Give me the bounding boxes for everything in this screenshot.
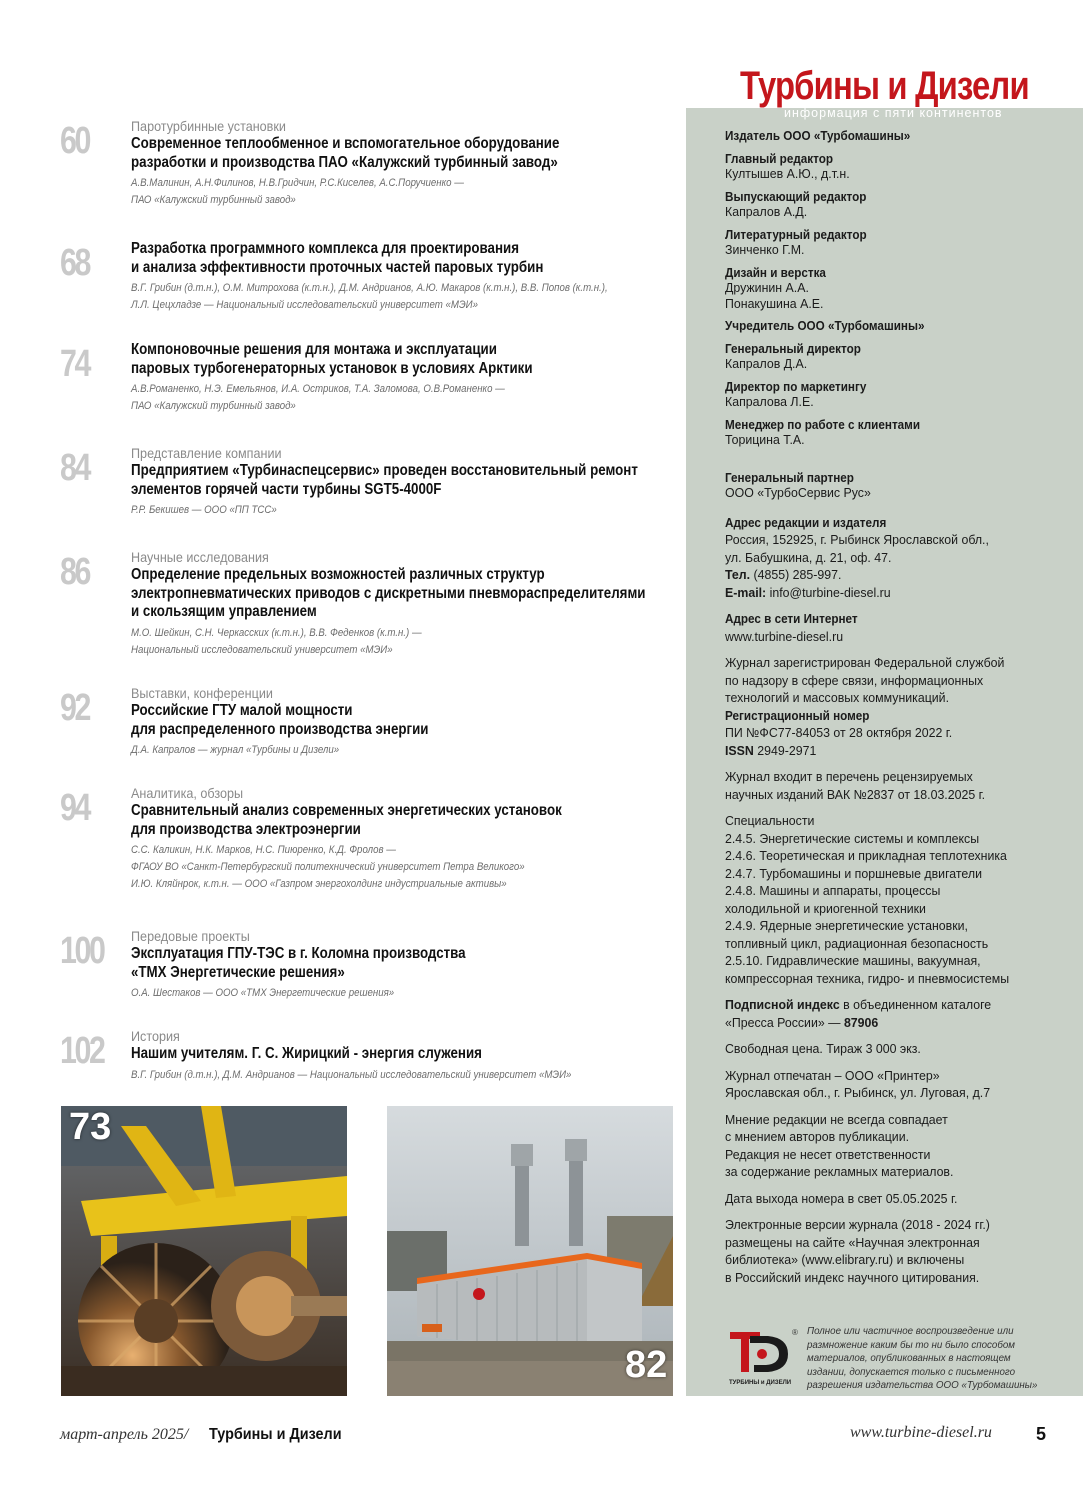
toc-title[interactable] [131,135,690,172]
toc-title-line: для производства электроэнергии [131,820,361,838]
toc-title[interactable] [131,341,690,378]
address-label: Адрес редакции и издателя [725,514,887,530]
phone-number: (4855) 285-997. [753,567,842,582]
subscription-text: «Пресса России» — [725,1014,841,1030]
gpu-tes-photo [387,1106,673,1396]
website-label: Адрес в сети Интернет [725,611,858,626]
toc-page-number: 74 [60,343,90,385]
toc-title-line: Сравнительный анализ современных энергетических установок [131,802,562,819]
toc-author-line: А.В.Романенко, Н.Э. Емельянов, И.А. Остриков, Т.А. Заломова, О.В.Романенко — [131,383,505,395]
toc-author-line: В.Г. Грибин (д.т.н.), О.М. Митрохова (к.т.н.), Д.М. Андрианов, А.Ю. Макаров (к.т.н.), В.В. Попов (к.т.н.), [131,282,608,294]
toc-title[interactable] [131,945,690,982]
specialty-item: холодильной и криогенной техники [725,900,926,916]
editorial-note: за содержание рекламных материалов. [725,1164,954,1179]
toc-page-number: 86 [60,551,90,593]
toc-title-line: Эксплуатация ГПУ-ТЭС в г. Коломна производства [131,945,466,962]
vak-text: научных изданий ВАК №2837 от 18.03.2025 г. [725,786,986,802]
disclaimer-line: разрешения издательства ООО «Турбомашины» [807,1379,1038,1391]
toc-entry-body [131,1028,691,1084]
toc-title-line: Современное теплообменное и вспомогательное оборудование [131,135,560,152]
toc-authors [131,280,694,314]
issuing-editor-label: Выпускающий редактор [725,188,867,204]
toc-entry-body [131,928,691,1002]
photo-page-label: 73 [69,1106,112,1148]
toc-authors [131,985,694,1002]
toc-author-line: ФГАОУ ВО «Санкт-Петербургский политехнический университет Петра Великого» [131,861,525,873]
toc-section: Представление компании [131,445,282,461]
elibrary-note: размещены на сайте «Научная электронная [725,1234,980,1250]
td-logo-icon [728,1326,800,1388]
toc-author-line: В.Г. Грибин (д.т.н.), Д.М. Андрианов — Национальный исследовательский университет «МЭИ» [131,1068,572,1081]
imprint [725,128,1065,1293]
toc-entry-body [131,685,691,759]
disclaimer-line: размножение каким бы то ни было способом [807,1338,1015,1351]
specialty-item: 2.4.7. Турбомашины и поршневые двигатели [725,865,982,881]
toc-section: Аналитика, обзоры [131,785,244,801]
toc-section: Научные исследования [131,549,269,565]
printer: Журнал отпечатан – ООО «Принтер» [725,1067,940,1083]
price-circulation: Свободная цена. Тираж 3 000 экз. [725,1041,921,1056]
toc-title-line: для распределенного производства энергии [131,720,429,738]
toc-title-line: Определение предельных возможностей различных структур [131,566,545,583]
printer-address: Ярославская обл., г. Рыбинск, ул. Луговая, д.7 [725,1085,991,1100]
address-line: ул. Бабушкина, д. 21, оф. 47. [725,549,892,565]
toc-page-number: 100 [60,930,104,972]
partner: ООО «ТурбоСервис Рус» [725,485,871,500]
toc-author-line: О.А. Шестаков — ООО «ТМХ Энергетические решения» [131,987,395,999]
toc-author-line: Л.Л. Цецхладзе — Национальный исследовательский университет «МЭИ» [131,299,478,311]
toc-title-line: Компоновочные решения для монтажа и эксплуатации [131,341,497,358]
toc-authors [131,175,694,209]
toc-author-line: Д.А. Капралов — журнал «Турбины и Дизели» [131,744,340,756]
toc-title-line: «ТМХ Энергетические решения» [131,963,345,981]
design-label: Дизайн и верстка [725,264,826,280]
toc-title-line: Разработка программного комплекса для проектирования [131,240,519,257]
toc-section: Паротурбинные установки [131,118,286,134]
toc-author-line: ПАО «Калужский турбинный завод» [131,194,296,206]
client-manager-label: Менеджер по работе с клиентами [725,416,921,432]
toc-entry-body [131,240,691,314]
elibrary-note: библиотека» (www.elibrary.ru) и включены [725,1252,965,1267]
toc-page-number: 60 [60,120,90,162]
magazine-logo: Турбины и Дизели [740,64,1029,108]
chief-editor: Култышев А.Ю., д.т.н. [725,166,850,181]
registration-number-label: Регистрационный номер [725,707,870,723]
website[interactable]: www.turbine-diesel.ru [725,628,844,644]
toc-title[interactable] [131,462,690,499]
toc-title-line: Предприятием «Турбинаспецсервис» проведен восстановительный ремонт [131,462,638,479]
toc-entry-body [131,549,691,659]
email-label: E-mail: [725,584,767,600]
specialty-item: компрессорная техника, гидро- и пневмосистемы [725,970,1010,986]
toc-title-line: электропневматических приводов с дискретными пневмораспределителями [131,584,646,602]
toc-page-number: 94 [60,787,90,829]
toc-author-line: А.В.Малинин, А.Н.Филинов, Н.В.Гридчин, Р.С.Киселев, А.С.Поручиенко — [131,177,464,189]
gen-director-label: Генеральный директор [725,340,861,356]
elibrary-note: в Российский индекс научного цитирования. [725,1269,980,1285]
copyright-disclaimer [807,1325,1057,1393]
toc-title[interactable] [131,702,690,739]
specialty-item: 2.4.9. Ядерные энергетические установки, [725,918,968,933]
specialty-item: 2.4.5. Энергетические системы и комплексы [725,830,980,846]
issuing-editor: Капралов А.Д. [725,204,808,219]
footer-url[interactable]: www.turbine-diesel.ru [850,1424,992,1441]
specialty-item: 2.4.8. Машины и аппараты, процессы [725,883,941,898]
toc-page-number: 68 [60,242,90,284]
toc-entry-body [131,785,691,893]
toc-title-line: паровых турбогенераторных установок в условиях Арктики [131,359,533,377]
editorial-note: Редакция не несет ответственности [725,1146,931,1162]
marketing-director: Капралова Л.Е. [725,394,814,409]
phone [725,566,1048,584]
toc-authors [131,842,694,893]
toc-author-line: Национальный исследовательский университет «МЭИ» [131,643,393,656]
gen-director: Капралов Д.А. [725,356,808,371]
toc-authors [131,1067,694,1084]
turbine-rotor-photo [61,1106,347,1396]
registration-text: по надзору в сфере связи, информационных [725,672,984,688]
toc-title[interactable] [131,240,690,277]
publisher: Издатель ООО «Турбомашины» [725,128,911,143]
founder: Учредитель ООО «Турбомашины» [725,318,925,333]
issue-date: март-апрель 2025/ [60,1426,189,1443]
toc-title-line: разработки и производства ПАО «Калужский турбинный завод» [131,153,558,171]
issn [725,742,1048,760]
registration-number: ПИ №ФС77-84053 от 28 октября 2022 г. [725,725,953,740]
editorial-note: Мнение редакции не всегда совпадает [725,1111,948,1127]
registration-text: Журнал зарегистрирован Федеральной службой [725,655,1005,670]
email-address[interactable]: info@turbine-diesel.ru [769,584,891,600]
subscription-text: в объединенном каталоге [843,997,992,1012]
toc-authors [131,742,694,759]
disclaimer-line: издании, допускается только с письменного [807,1365,1016,1378]
elibrary-note: Электронные версии журнала (2018 - 2024 гг.) [725,1217,990,1232]
email [725,584,1048,602]
toc-section: Выставки, конференции [131,685,273,701]
footer-brand: Турбины и Дизели [209,1426,342,1443]
designer: Понакушина А.Е. [725,295,824,311]
toc-title-line: Нашим учителям. Г. С. Жирицкий - энергия служения [131,1045,482,1062]
chief-editor-label: Главный редактор [725,150,833,166]
toc-entry-body [131,341,691,415]
release-date: Дата выхода номера в свет 05.05.2025 г. [725,1190,958,1206]
toc-authors [131,625,694,659]
toc-author-line: М.О. Шейкин, С.Н. Черкасских (к.т.н.), В.В. Феденков (к.т.н.) — [131,626,422,639]
toc-entry-body [131,445,691,519]
toc-page-number: 102 [60,1030,104,1072]
toc-page-number: 92 [60,687,90,729]
toc-title[interactable] [131,566,690,622]
magazine-tagline: информация с пяти континентов [784,106,1003,120]
toc-entry-body [131,118,691,209]
client-manager: Торицина Т.А. [725,432,805,447]
disclaimer-line: Полное или частичное воспроизведение или [807,1325,1014,1337]
logo-caption: ТУРБИНЫ и ДИЗЕЛИ [729,1380,792,1386]
specialty-item: 2.4.6. Теоретическая и прикладная теплотехника [725,848,1007,863]
page-number: 5 [1036,1424,1047,1444]
toc-authors [131,502,694,519]
toc-section: Передовые проекты [131,928,250,944]
subscription-label: Подписной индекс [725,997,840,1012]
specialty-item: 2.5.10. Гидравлические машины, вакуумная, [725,953,981,968]
toc-title[interactable] [131,1045,690,1064]
toc-title-line: Российские ГТУ малой мощности [131,702,353,719]
editorial-note: с мнением авторов публикации. [725,1129,910,1144]
marketing-director-label: Директор по маркетингу [725,378,867,394]
specialties-label: Специальности [725,813,815,828]
designer: Дружинин А.А. [725,280,809,295]
toc-authors [131,381,694,415]
issn-number: 2949-2971 [757,742,817,758]
toc-title[interactable] [131,802,690,839]
disclaimer-line: материалов, опубликованных в настоящем [807,1352,1011,1364]
partner-label: Генеральный партнер [725,469,854,485]
toc-section: История [131,1028,180,1044]
toc-page-number: 84 [60,447,90,489]
literary-editor-label: Литературный редактор [725,226,867,242]
toc-title-line: элементов горячей части турбины SGT5-4000F [131,480,442,498]
specialty-item: топливный цикл, радиационная безопасность [725,935,989,951]
toc-title-line: и анализа эффективности проточных частей паровых турбин [131,258,544,276]
vak-text: Журнал входит в перечень рецензируемых [725,769,973,784]
toc-author-line: И.Ю. Кляйнрок, к.т.н. — ООО «Газпром энергохолдинг индустриальные активы» [131,878,507,890]
registration-text: технологий и массовых коммуникаций. [725,690,950,705]
toc-title-line: и скользящим управлением [131,603,317,620]
svg-text:®: ® [792,1328,798,1337]
address-line: Россия, 152925, г. Рыбинск Ярославской обл., [725,532,989,547]
subscription-index: 87906 [843,1014,879,1030]
photo-page-label: 82 [625,1344,668,1386]
issn-label: ISSN [725,742,754,758]
phone-label: Тел. [725,567,751,582]
toc-author-line: Р.Р. Бекишев — ООО «ПП ТСС» [131,504,277,516]
toc-author-line: ПАО «Калужский турбинный завод» [131,400,296,412]
toc-author-line: С.С. Каликин, Н.К. Марков, Н.С. Пиюренко, К.Д. Фролов — [131,844,396,856]
literary-editor: Зинченко Г.М. [725,242,805,257]
